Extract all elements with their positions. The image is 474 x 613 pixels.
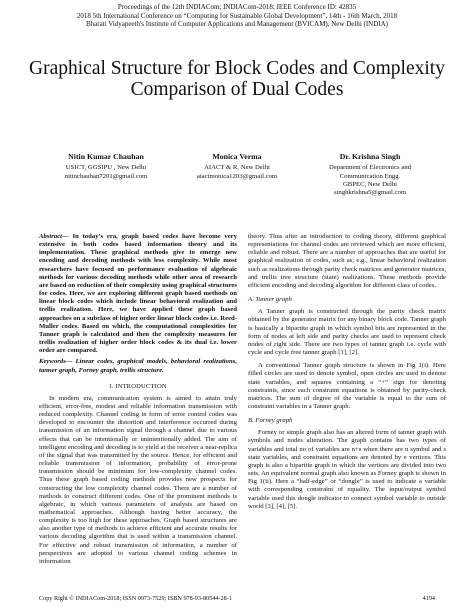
body-paragraph: Forney or simple graph also has an altered form of tanner graph with symbols and nodes alteration. The graph contains has two types of variables and total no of variables are n+s when there are n symbol and s state variables, and constraint equations are denoted by e vertices. This graph is also a bipartite graph in which the vertices are divided into two sets. An equivalent normal graph also known as Forney graph is shown in Fig 1(ii). Here a “half-edge” or “dongle” is used to indicate a variable with corresponding constraint of equality. The input/output symbol variable used this dongle indicator to connect symbol variable to outside world [3], [4], [5]. (248, 429, 446, 510)
conference-header (40, 3, 434, 29)
page-number: 4194 (422, 595, 435, 602)
conference-line-2: 2018 5th International Conference on “Computing for Sustainable Global Development”, 14th - 16th March, 2018 (76, 11, 398, 20)
author-name: Dr. Krishna Singh (339, 152, 401, 161)
section-heading: I. INTRODUCTION (109, 382, 167, 390)
subsection-heading: A. Tanner graph (248, 296, 292, 304)
author-affiliation: Department of Electronics and (329, 164, 411, 172)
conference-line-3: Bharati Vidyapeeth's Institute of Computer Applications and Management (BVICAM), New Delhi (INDIA) (85, 20, 389, 29)
abstract (39, 233, 237, 355)
body-paragraph: A conventional Tanner graph structure is shown in Fig 1(i). Here filled circles are used to denote symbol, open circles are used to denote state variables, and squares containing a “+” sign for denoting constraints, since each constraint equations is obtained by parity-check matrices. The sum of degree of the variable is equal to the sum of constraint variables in a Tanner graph. (248, 362, 446, 410)
left-column (39, 233, 237, 566)
author-name: Nitin Kumar Chauhan (68, 152, 144, 161)
body-paragraph: theory. Thus after an introduction to coding theory, different graphical representations for channel codes are reviewed which are more efficient, reliable and robust. There are a number of approaches that are useful for graphical realization of codes, such as; e.g., linear behavioral realization such as realizations through parity check matrices and generator matrices, and trellis tree structure (state) realizations. These methods provide efficient encoding and decoding algorithm for different class of codes. (248, 233, 446, 289)
abstract-text: — In today’s era, graph based codes have become very extensive in both codes based information theory and its implementation. These graphical methods give to emerge new encoding and decoding methods with less complexity. While most researchers have focused on performance evaluation of algebraic methods for various decoding methods while other area of research are based on reduction of their complexity using graphical structures for codes. Here, we are exploring different graph based methods on linear block codes which include linear behavioral realization and trellis realization. Here, we have applied these graph based approaches on a subclass of higher order linear block codes i.e. Reed-Muller codes. Based on which, the computational complexities for Tanner graph is calculated and then the complexity measures for trellis realization of higher order block codes & its dual i.e. lower order are compared. (39, 233, 237, 355)
body-paragraph: In modern era, communication system is aimed to attain truly efficient, error-free, modest and reliable information transmission with reduced complexity. Channel coding in form of error control codes was developed to encounter the distortion and interference occurred during transmission of an information signal through a channel due to various effects that can be intentionally or unintentionally added. The aim of intelligent encoding and decoding is to yield at the receiver a near-replica of the signal that was transmitted by the source. Hence, for efficient and reliable transmission of information, probability of error-prone transmission should be minimum for low-complexity channel codes. Thus these graph based coding methods provides new prospects for constructing the low complexity channel codes. There are a number of methods to construct different codes. One of the prominent methods is algebraic, in which various parameters of analysis are based on mathematical approaches. Although having better accuracy, the complexity is too high for these approaches. Graph based structures are also another type of methods to achieve efficient and accurate results for various decoding algorithm that is used within a transmission channel. For effective and robust transmission of information, a number of perspectives are adopted to various channel coding schemes in information (39, 394, 237, 565)
author-email: singhkrishna5@gmail.com (333, 189, 407, 197)
subsection-heading: B. Forney graph (248, 417, 293, 425)
keywords-lead: Keywords— (39, 358, 73, 366)
author-email: nitinchauhan7201@gmail.com (64, 172, 148, 180)
keywords (39, 358, 237, 374)
page-footer (39, 595, 435, 602)
paper-title: Graphical Structure for Block Codes and Complexity Comparison of Dual Codes (29, 58, 445, 100)
author-affiliation: USICT, GGSIPU , New Delhi (65, 164, 147, 172)
author-affiliation: Communication Engg. (339, 172, 401, 180)
body-paragraph: A Tanner graph is constructed through the parity check matrix obtained by the generator matrix for any binary block code. Tanner graph is basically a bipartite graph in which symbol bits are represented in the form of nodes at left side and parity checks are used to represent check nodes of right side. There are two types of tanner graph i.e. cycle with cycle and cycle free tanner graph [1], [2]. (248, 308, 446, 357)
author-block-2 (167, 153, 307, 181)
author-name: Monica Verma (212, 152, 262, 161)
abstract-lead: Abstract (39, 233, 63, 240)
right-column (248, 233, 446, 511)
author-block-1 (36, 153, 176, 181)
keywords-text: Linear codes, graphical models, behavioral realizations, tanner graph, Forney graph, trellis structure. (39, 358, 237, 374)
conference-line-1: Proceedings of the 12th INDIACom; INDIACom-2018; IEEE Conference ID: 42835 (117, 3, 357, 11)
author-affiliation: AIACT & R, New Delhi (204, 164, 270, 172)
author-block-3 (300, 153, 440, 197)
footer-copyright: Copy Right © INDIACom-2018; ISSN 0973-7529; ISBN 978-93-80544-28-1 (39, 595, 232, 602)
author-email: aiactmonica1203@gmail.com (196, 172, 278, 180)
author-affiliation: GBPEC, New Delhi (342, 180, 398, 188)
